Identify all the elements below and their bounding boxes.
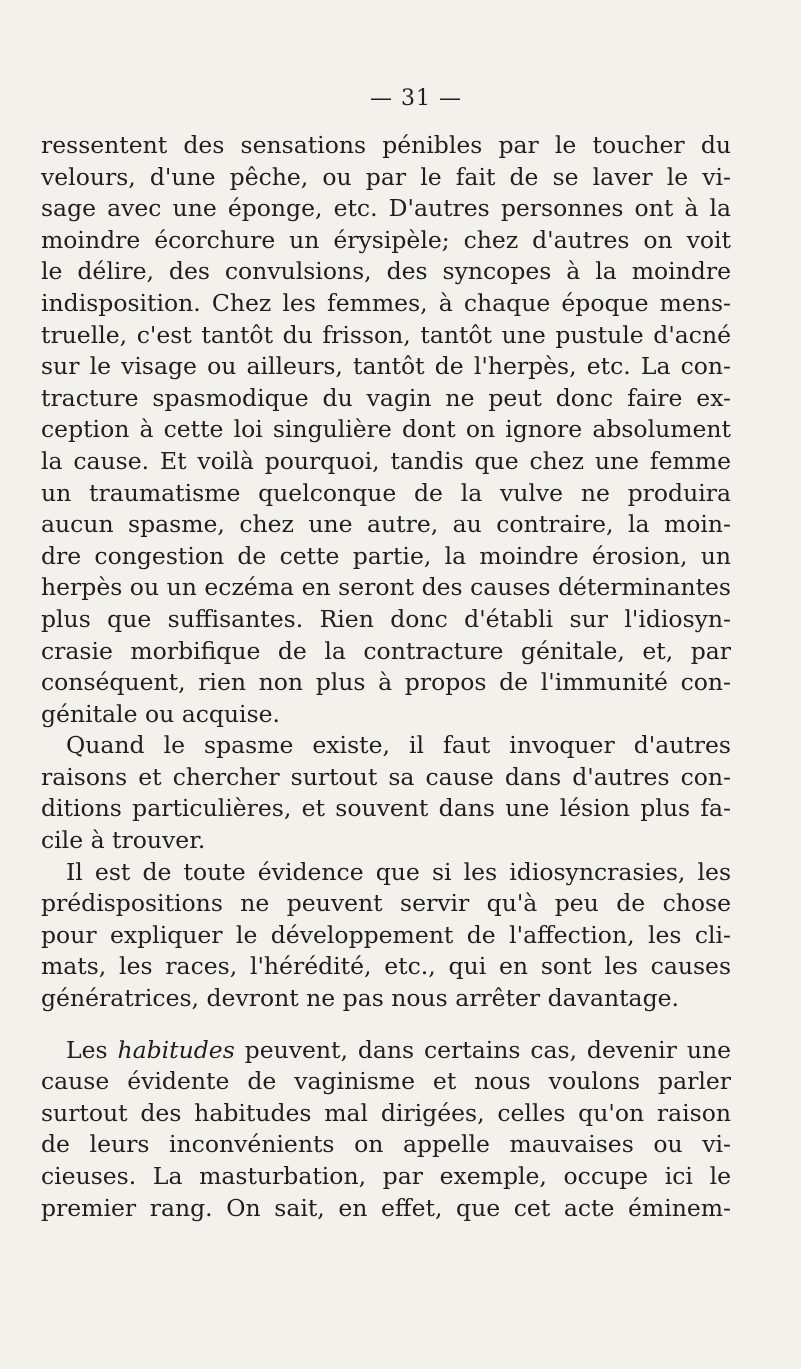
text-line: mats, les races, l'hérédité, etc., qui en sont les causes	[41, 952, 731, 981]
text-line: velours, d'une pêche, ou par le fait de se laver le vi-	[41, 162, 731, 191]
text-line: raisons et chercher surtout sa cause dans d'autres con-	[41, 762, 731, 791]
emphasized-word: habitudes	[117, 1035, 235, 1064]
text-line: plus que suffisantes. Rien donc d'établi sur l'idiosyn-	[41, 604, 731, 633]
text-line: moindre écorchure un érysipèle; chez d'autres on voit	[41, 225, 731, 254]
text-line: ditions particulières, et souvent dans une lésion plus fa-	[41, 794, 731, 823]
text-line: cile à trouver.	[41, 826, 206, 855]
text-line: pour expliquer le développement de l'affection, les cli-	[41, 920, 731, 949]
text-line: indisposition. Chez les femmes, à chaque époque mens-	[41, 288, 731, 317]
text-line: génitale ou acquise.	[41, 699, 281, 728]
text-line: cause évidente de vaginisme et nous voulons parler	[41, 1067, 731, 1096]
text-line: le délire, des convulsions, des syncopes à la moindre	[41, 257, 731, 286]
paragraph-4	[41, 1035, 731, 1225]
text-line-with-emphasis	[41, 1035, 731, 1067]
text-line: ception à cette loi singulière dont on ignore absolument	[41, 415, 731, 444]
text-line: de leurs inconvénients on appelle mauvaises ou vi-	[41, 1130, 731, 1159]
text-line: tracture spasmodique du vagin ne peut donc faire ex-	[41, 383, 731, 412]
text-line: génératrices, devront ne pas nous arrêter davantage.	[41, 984, 679, 1013]
text-line: ressentent des sensations pénibles par le toucher du	[41, 131, 731, 159]
line-rest: peuvent, dans certains cas, devenir une	[244, 1035, 731, 1064]
text-line: crasie morbifique de la contracture génitale, et, par	[41, 636, 731, 665]
text-line: aucun spasme, chez une autre, au contraire, la moin-	[41, 510, 731, 539]
text-line: la cause. Et voilà pourquoi, tandis que chez une femme	[41, 446, 731, 475]
paragraph-2	[41, 730, 731, 856]
text-line: herpès ou un eczéma en seront des causes déterminantes	[41, 573, 731, 602]
text-line: sur le visage ou ailleurs, tantôt de l'herpès, etc. La con-	[41, 352, 731, 381]
paragraph-1	[41, 130, 731, 730]
text-line: dre congestion de cette partie, la moindre érosion, un	[41, 541, 731, 570]
text-line: truelle, c'est tantôt du frisson, tantôt une pustule d'acné	[41, 320, 731, 349]
text-line: Quand le spasme existe, il faut invoquer d'autres	[66, 731, 731, 760]
text-line: surtout des habitudes mal dirigées, celles qu'on raison	[41, 1098, 731, 1127]
page-number: — 31 —	[370, 86, 462, 111]
text-line: un traumatisme quelconque de la vulve ne produira	[41, 478, 731, 507]
first-word: Les	[66, 1035, 108, 1064]
text-line: conséquent, rien non plus à propos de l'immunité con-	[41, 668, 731, 697]
paragraph-3	[41, 857, 731, 1015]
text-line: sage avec une éponge, etc. D'autres personnes ont à la	[41, 194, 731, 223]
text-line: premier rang. On sait, en effet, que cet acte éminem-	[41, 1193, 731, 1222]
text-line: Il est de toute évidence que si les idiosyncrasies, les	[66, 857, 731, 886]
text-line: cieuses. La masturbation, par exemple, occupe ici le	[41, 1162, 731, 1190]
text-line: prédispositions ne peuvent servir qu'à peu de chose	[41, 889, 731, 918]
